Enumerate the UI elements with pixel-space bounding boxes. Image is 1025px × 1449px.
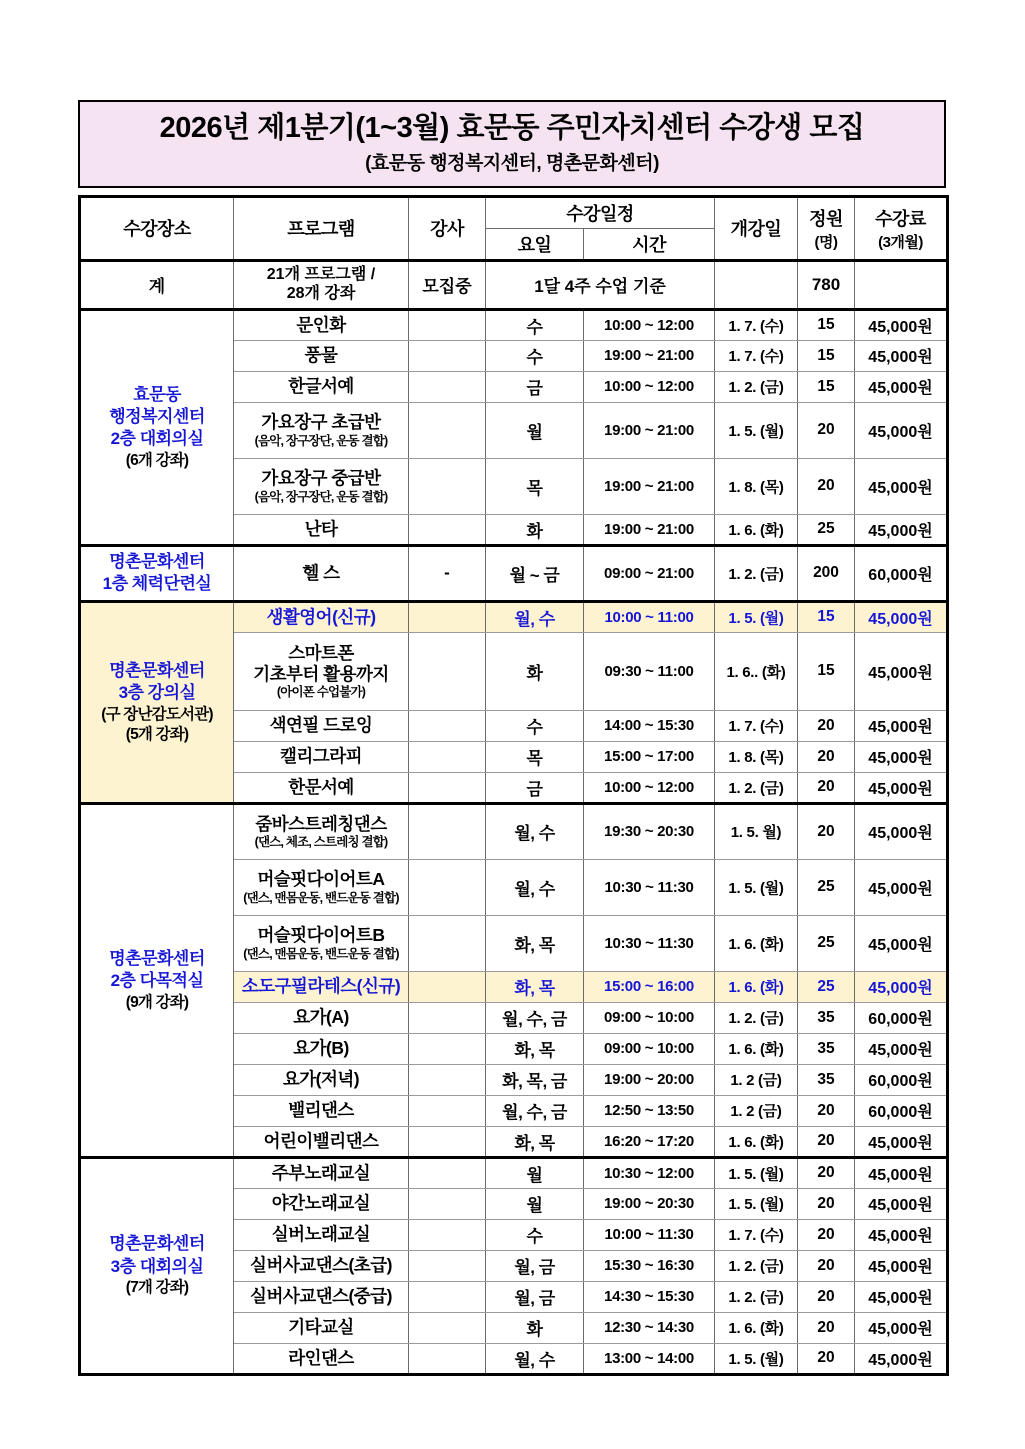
capacity-cell: 20 [798, 803, 855, 859]
summary-schedule-note: 1달 4주 수업 기준 [486, 260, 715, 309]
fee-cell: 45,000원 [855, 371, 948, 402]
capacity-cell: 35 [798, 1002, 855, 1033]
capacity-cell: 20 [798, 1219, 855, 1250]
fee-cell: 60,000원 [855, 545, 948, 601]
program-cell: 실버노래교실 [234, 1219, 409, 1250]
capacity-cell: 25 [798, 514, 855, 545]
summary-program: 21개 프로그램 / 28개 강좌 [234, 260, 409, 309]
time-cell: 19:00 ~ 20:30 [584, 1188, 715, 1219]
start-date-cell: 1. 2. (금) [715, 1281, 798, 1312]
location-cell: 명촌문화센터 2층 다목적실 (9개 강좌) [80, 803, 234, 1157]
day-cell: 수 [486, 340, 584, 371]
day-cell: 월, 수 [486, 803, 584, 859]
instructor-cell [409, 1095, 486, 1126]
course-row [80, 601, 948, 632]
day-cell: 월, 수, 금 [486, 1095, 584, 1126]
fee-cell: 60,000원 [855, 1002, 948, 1033]
location-cell: 명촌문화센터 3층 강의실 (구 장난감도서관) (5개 강좌) [80, 601, 234, 803]
start-date-cell: 1. 6. (화) [715, 1312, 798, 1343]
start-date-cell: 1. 2. (금) [715, 772, 798, 803]
start-date-cell: 1. 2 (금) [715, 1064, 798, 1095]
capacity-cell: 20 [798, 1157, 855, 1188]
capacity-cell: 20 [798, 710, 855, 741]
start-date-cell: 1. 6. (화) [715, 514, 798, 545]
instructor-cell [409, 1188, 486, 1219]
instructor-cell [409, 1126, 486, 1157]
program-cell: 풍물 [234, 340, 409, 371]
day-cell: 화 [486, 514, 584, 545]
capacity-cell: 20 [798, 1188, 855, 1219]
instructor-cell [409, 710, 486, 741]
time-cell: 10:00 ~ 12:00 [584, 772, 715, 803]
day-cell: 화, 목 [486, 915, 584, 971]
time-cell: 19:00 ~ 20:00 [584, 1064, 715, 1095]
summary-fee [855, 260, 948, 309]
page-title: 2026년 제1분기(1~3월) 효문동 주민자치센터 수강생 모집 [159, 112, 865, 144]
time-cell: 10:30 ~ 12:00 [584, 1157, 715, 1188]
time-cell: 12:50 ~ 13:50 [584, 1095, 715, 1126]
program-cell: 캘리그라피 [234, 741, 409, 772]
start-date-cell: 1. 6. (화) [715, 1033, 798, 1064]
instructor-cell [409, 402, 486, 458]
start-date-cell: 1. 5. (월) [715, 859, 798, 915]
header-fee: 수강료 (3개월) [855, 196, 948, 260]
day-cell: 화 [486, 632, 584, 710]
start-date-cell: 1. 7. (수) [715, 340, 798, 371]
instructor-cell [409, 1064, 486, 1095]
program-cell: 어린이밸리댄스 [234, 1126, 409, 1157]
day-cell: 월, 수, 금 [486, 1002, 584, 1033]
header-time: 시간 [584, 228, 715, 260]
start-date-cell: 1. 6. (화) [715, 1126, 798, 1157]
time-cell: 14:00 ~ 15:30 [584, 710, 715, 741]
fee-cell: 45,000원 [855, 601, 948, 632]
fee-cell: 45,000원 [855, 741, 948, 772]
location-cell: 명촌문화센터 3층 대회의실 (7개 강좌) [80, 1157, 234, 1374]
day-cell: 월 [486, 1188, 584, 1219]
summary-row [80, 260, 948, 309]
time-cell: 10:00 ~ 11:00 [584, 601, 715, 632]
day-cell: 수 [486, 1219, 584, 1250]
time-cell: 10:30 ~ 11:30 [584, 859, 715, 915]
fee-cell: 45,000원 [855, 1312, 948, 1343]
program-cell: 머슬핏다이어트A (댄스, 맨몸운동, 밴드운동 결합) [234, 859, 409, 915]
header-capacity: 정원 (명) [798, 196, 855, 260]
day-cell: 수 [486, 309, 584, 340]
capacity-cell: 20 [798, 1250, 855, 1281]
start-date-cell: 1. 8. (목) [715, 741, 798, 772]
summary-start-date [715, 260, 798, 309]
page-subtitle: (효문동 행정복지센터, 명촌문화센터) [365, 152, 659, 174]
capacity-cell: 20 [798, 1312, 855, 1343]
instructor-cell [409, 1250, 486, 1281]
program-cell: 머슬핏다이어트B (댄스, 맨몸운동, 밴드운동 결합) [234, 915, 409, 971]
instructor-cell [409, 601, 486, 632]
header-day: 요일 [486, 228, 584, 260]
fee-cell: 45,000원 [855, 915, 948, 971]
day-cell: 화 [486, 1312, 584, 1343]
time-cell: 10:00 ~ 11:30 [584, 1219, 715, 1250]
time-cell: 19:00 ~ 21:00 [584, 340, 715, 371]
start-date-cell: 1. 2. (금) [715, 1002, 798, 1033]
day-cell: 월 ~ 금 [486, 545, 584, 601]
fee-cell: 60,000원 [855, 1064, 948, 1095]
capacity-cell: 20 [798, 458, 855, 514]
day-cell: 월, 금 [486, 1281, 584, 1312]
time-cell: 09:00 ~ 10:00 [584, 1033, 715, 1064]
course-row [80, 545, 948, 601]
course-table-body [80, 309, 948, 1374]
time-cell: 15:30 ~ 16:30 [584, 1250, 715, 1281]
capacity-cell: 15 [798, 371, 855, 402]
capacity-cell: 20 [798, 1281, 855, 1312]
program-cell: 줌바스트레칭댄스 (댄스, 체조, 스트레칭 결합) [234, 803, 409, 859]
time-cell: 15:00 ~ 16:00 [584, 971, 715, 1002]
program-cell: 밸리댄스 [234, 1095, 409, 1126]
capacity-cell: 20 [798, 772, 855, 803]
time-cell: 15:00 ~ 17:00 [584, 741, 715, 772]
fee-cell: 45,000원 [855, 710, 948, 741]
fee-cell: 45,000원 [855, 772, 948, 803]
fee-cell: 45,000원 [855, 803, 948, 859]
day-cell: 화, 목, 금 [486, 1064, 584, 1095]
start-date-cell: 1. 5. (월) [715, 1343, 798, 1374]
fee-cell: 45,000원 [855, 1343, 948, 1374]
header-program: 프로그램 [234, 196, 409, 260]
instructor-cell [409, 514, 486, 545]
start-date-cell: 1. 6. (화) [715, 971, 798, 1002]
day-cell: 화, 목 [486, 1033, 584, 1064]
instructor-cell [409, 371, 486, 402]
header-schedule: 수강일정 [486, 196, 715, 228]
capacity-cell: 20 [798, 1343, 855, 1374]
program-cell: 가요장구 초급반 (음악, 장구장단, 운동 결합) [234, 402, 409, 458]
instructor-cell [409, 1343, 486, 1374]
instructor-cell [409, 741, 486, 772]
capacity-cell: 200 [798, 545, 855, 601]
capacity-cell: 25 [798, 971, 855, 1002]
time-cell: 10:00 ~ 12:00 [584, 309, 715, 340]
start-date-cell: 1. 2. (금) [715, 371, 798, 402]
program-cell: 한문서예 [234, 772, 409, 803]
day-cell: 월, 수 [486, 601, 584, 632]
course-row [80, 309, 948, 340]
fee-cell: 45,000원 [855, 1250, 948, 1281]
capacity-cell: 15 [798, 632, 855, 710]
capacity-cell: 25 [798, 915, 855, 971]
capacity-cell: 15 [798, 309, 855, 340]
day-cell: 금 [486, 772, 584, 803]
day-cell: 화, 목 [486, 1126, 584, 1157]
instructor-cell [409, 458, 486, 514]
fee-cell: 45,000원 [855, 1157, 948, 1188]
instructor-cell [409, 309, 486, 340]
header-instructor: 강사 [409, 196, 486, 260]
fee-cell: 45,000원 [855, 402, 948, 458]
program-cell: 생활영어(신규) [234, 601, 409, 632]
instructor-cell [409, 1219, 486, 1250]
program-cell: 난타 [234, 514, 409, 545]
time-cell: 09:30 ~ 11:00 [584, 632, 715, 710]
start-date-cell: 1. 5. 월) [715, 803, 798, 859]
fee-cell: 60,000원 [855, 1095, 948, 1126]
start-date-cell: 1. 2. (금) [715, 545, 798, 601]
program-cell: 기타교실 [234, 1312, 409, 1343]
fee-cell: 45,000원 [855, 1126, 948, 1157]
start-date-cell: 1. 5. (월) [715, 1188, 798, 1219]
capacity-cell: 20 [798, 1095, 855, 1126]
instructor-cell [409, 1033, 486, 1064]
program-cell: 야간노래교실 [234, 1188, 409, 1219]
location-cell: 효문동 행정복지센터 2층 대회의실 (6개 강좌) [80, 309, 234, 545]
program-cell: 실버사교댄스(초급) [234, 1250, 409, 1281]
fee-cell: 45,000원 [855, 1219, 948, 1250]
summary-location: 계 [80, 260, 234, 309]
course-table [78, 195, 949, 1376]
day-cell: 월, 수 [486, 1343, 584, 1374]
capacity-cell: 15 [798, 601, 855, 632]
program-cell: 스마트폰 기초부터 활용까지 (아이폰 수업불가) [234, 632, 409, 710]
instructor-cell [409, 1281, 486, 1312]
fee-cell: 45,000원 [855, 309, 948, 340]
start-date-cell: 1. 2 (금) [715, 1095, 798, 1126]
fee-cell: 45,000원 [855, 1188, 948, 1219]
start-date-cell: 1. 7. (수) [715, 1219, 798, 1250]
program-cell: 문인화 [234, 309, 409, 340]
capacity-cell: 15 [798, 340, 855, 371]
capacity-cell: 20 [798, 1126, 855, 1157]
time-cell: 19:00 ~ 21:00 [584, 458, 715, 514]
summary-capacity: 780 [798, 260, 855, 309]
start-date-cell: 1. 5. (월) [715, 402, 798, 458]
program-cell: 라인댄스 [234, 1343, 409, 1374]
day-cell: 화, 목 [486, 971, 584, 1002]
start-date-cell: 1. 7. (수) [715, 710, 798, 741]
instructor-cell [409, 1157, 486, 1188]
time-cell: 16:20 ~ 17:20 [584, 1126, 715, 1157]
capacity-cell: 25 [798, 859, 855, 915]
time-cell: 09:00 ~ 21:00 [584, 545, 715, 601]
day-cell: 목 [486, 741, 584, 772]
program-cell: 한글서예 [234, 371, 409, 402]
instructor-cell [409, 772, 486, 803]
time-cell: 14:30 ~ 15:30 [584, 1281, 715, 1312]
fee-cell: 45,000원 [855, 1281, 948, 1312]
time-cell: 19:00 ~ 21:00 [584, 514, 715, 545]
day-cell: 월 [486, 402, 584, 458]
instructor-cell: - [409, 545, 486, 601]
summary-instructor: 모집중 [409, 260, 486, 309]
time-cell: 19:30 ~ 20:30 [584, 803, 715, 859]
day-cell: 월, 금 [486, 1250, 584, 1281]
program-cell: 색연필 드로잉 [234, 710, 409, 741]
program-cell: 실버사교댄스(중급) [234, 1281, 409, 1312]
title-banner [78, 100, 946, 188]
program-cell: 헬 스 [234, 545, 409, 601]
fee-cell: 45,000원 [855, 458, 948, 514]
capacity-cell: 35 [798, 1064, 855, 1095]
start-date-cell: 1. 6. (화) [715, 915, 798, 971]
start-date-cell: 1. 8. (목) [715, 458, 798, 514]
course-row [80, 803, 948, 859]
fee-cell: 45,000원 [855, 1033, 948, 1064]
start-date-cell: 1. 7. (수) [715, 309, 798, 340]
capacity-cell: 20 [798, 741, 855, 772]
time-cell: 12:30 ~ 14:30 [584, 1312, 715, 1343]
time-cell: 09:00 ~ 10:00 [584, 1002, 715, 1033]
program-cell: 요가(B) [234, 1033, 409, 1064]
fee-cell: 45,000원 [855, 340, 948, 371]
course-row [80, 1157, 948, 1188]
time-cell: 10:00 ~ 12:00 [584, 371, 715, 402]
time-cell: 10:30 ~ 11:30 [584, 915, 715, 971]
capacity-cell: 20 [798, 402, 855, 458]
instructor-cell [409, 1002, 486, 1033]
start-date-cell: 1. 6.. (화) [715, 632, 798, 710]
instructor-cell [409, 340, 486, 371]
program-cell: 가요장구 중급반 (음악, 장구장단, 운동 결합) [234, 458, 409, 514]
start-date-cell: 1. 2. (금) [715, 1250, 798, 1281]
notice-page [78, 100, 946, 1376]
fee-cell: 45,000원 [855, 971, 948, 1002]
time-cell: 13:00 ~ 14:00 [584, 1343, 715, 1374]
program-cell: 주부노래교실 [234, 1157, 409, 1188]
program-cell: 소도구필라테스(신규) [234, 971, 409, 1002]
start-date-cell: 1. 5. (월) [715, 1157, 798, 1188]
header-location: 수강장소 [80, 196, 234, 260]
day-cell: 금 [486, 371, 584, 402]
program-cell: 요가(저녁) [234, 1064, 409, 1095]
instructor-cell [409, 803, 486, 859]
program-cell: 요가(A) [234, 1002, 409, 1033]
day-cell: 월, 수 [486, 859, 584, 915]
instructor-cell [409, 915, 486, 971]
day-cell: 목 [486, 458, 584, 514]
instructor-cell [409, 859, 486, 915]
capacity-cell: 35 [798, 1033, 855, 1064]
fee-cell: 45,000원 [855, 859, 948, 915]
instructor-cell [409, 1312, 486, 1343]
time-cell: 19:00 ~ 21:00 [584, 402, 715, 458]
header-start-date: 개강일 [715, 196, 798, 260]
start-date-cell: 1. 5. (월) [715, 601, 798, 632]
instructor-cell [409, 971, 486, 1002]
location-cell: 명촌문화센터 1층 체력단련실 [80, 545, 234, 601]
day-cell: 월 [486, 1157, 584, 1188]
instructor-cell [409, 632, 486, 710]
fee-cell: 45,000원 [855, 632, 948, 710]
day-cell: 수 [486, 710, 584, 741]
fee-cell: 45,000원 [855, 514, 948, 545]
